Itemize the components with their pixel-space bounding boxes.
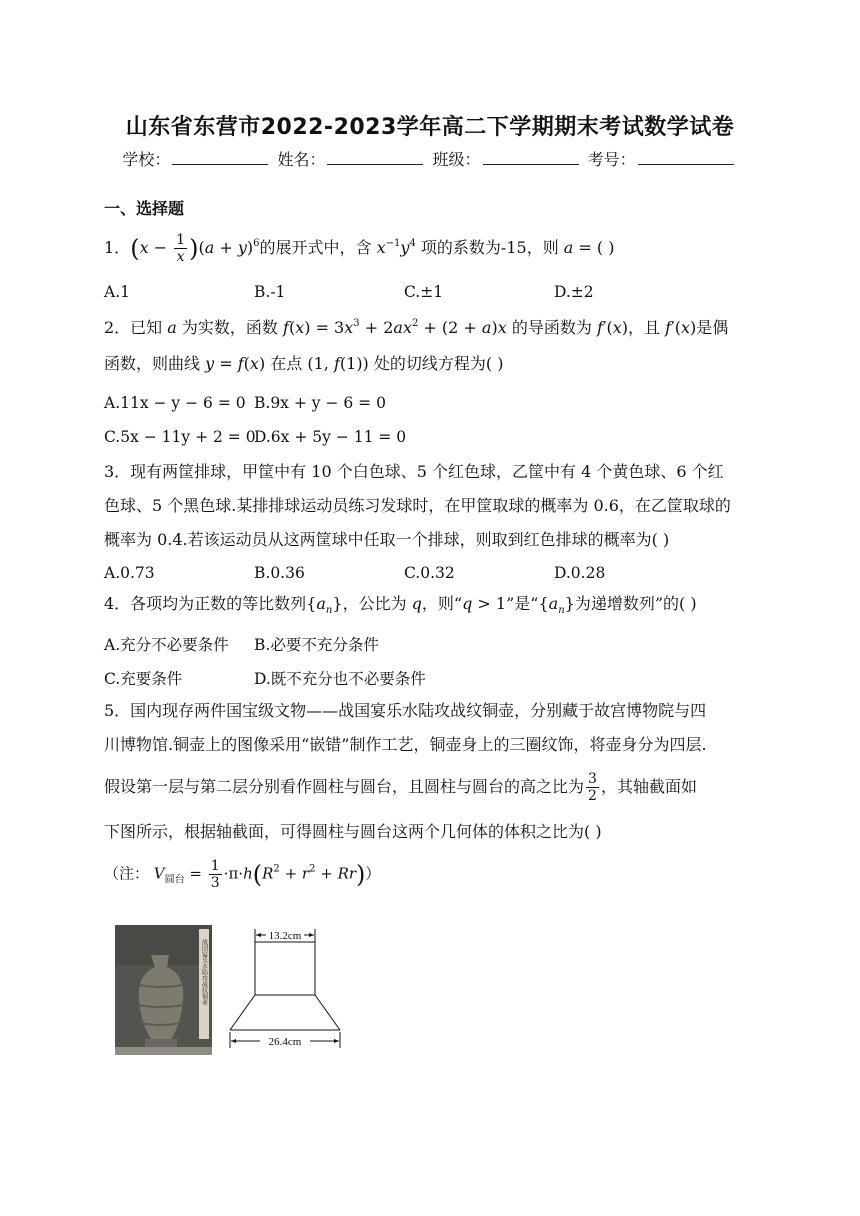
school-blank[interactable] — [172, 150, 268, 165]
q1-option-c[interactable]: C.±1 — [404, 283, 444, 301]
question-2-line-1: 2．已知 a 为实数，函数 $f(x) = 3x^3 + 2ax^2 + (2 + a)x$ 的导函数为 f′(x)，且 f′(x)是偶 — [104, 318, 729, 337]
q4-option-b[interactable]: B.必要不充分条件 — [254, 636, 379, 654]
school-label: 学校： — [122, 150, 171, 169]
q3-option-b[interactable]: B.0.36 — [254, 564, 305, 582]
q3-option-d[interactable]: D.0.28 — [554, 564, 606, 582]
number-blank[interactable] — [638, 150, 734, 165]
section-heading: 一、选择题 — [104, 199, 185, 218]
q2-option-b[interactable]: B.9x + y − 6 = 0 — [254, 394, 386, 412]
page-title: 山东省东营市2022-2023学年高二下学期期末考试数学试卷 — [125, 115, 735, 140]
q4-option-a[interactable]: A.充分不必要条件 — [104, 636, 229, 654]
q1-option-d[interactable]: D.±2 — [554, 283, 594, 301]
axial-section-diagram — [222, 924, 348, 1056]
question-2-line-2: 函数，则曲线 y = f(x) 在点 (1, f(1)) 处的切线方程为( ) — [104, 354, 504, 373]
q3-option-c[interactable]: C.0.32 — [404, 564, 455, 582]
q4-option-c[interactable]: C.充要条件 — [104, 670, 183, 688]
q1-option-a[interactable]: A.1 — [104, 283, 130, 301]
question-5-line-3: 假设第一层与第二层分别看作圆柱与圆台，且圆柱与圆台的高之比为 $\frac{3}{2}$ ，其轴截面如 — [104, 771, 697, 804]
bottom-diameter-label: 26.4cm — [268, 1036, 302, 1048]
class-label: 班级： — [432, 150, 481, 169]
q4-option-d[interactable]: D.既不充分也不必要条件 — [254, 670, 426, 688]
question-5-line-1: 5．国内现存两件国宝级文物——战国宴乐水陆攻战纹铜壶，分别藏于故宫博物院与四 — [104, 701, 707, 720]
question-4-stem: 4．各项均为正数的等比数列$\{a_n\}$，公比为 q，则“q > 1”是“$\{a_n\}$为递增数列”的( ) — [104, 594, 697, 616]
bronze-pot-illustration — [115, 925, 212, 1055]
bronze-pot-photo — [115, 925, 212, 1055]
question-5-note: （注： $V_{圆台}$ = $\frac{1}{3}$ $\cdot\pi\cdot h(R^2 + r^2 + Rr)$） — [104, 858, 381, 891]
question-5-line-4: 下图所示，根据轴截面，可得圆柱与圆台这两个几何体的体积之比为( ) — [104, 822, 602, 841]
question-3-line-2: 色球、5 个黑色球.某排排球运动员练习发球时，在甲筐取球的概率为 0.6，在乙筐取球的 — [104, 496, 731, 515]
question-5-line-2: 川博物馆.铜壶上的图像采用“嵌错”制作工艺，铜壶身上的三圈纹饰，将壶身分为四层. — [104, 735, 707, 754]
question-3-line-1: 3．现有两筐排球，甲筐中有 10 个白色球、5 个红色球，乙筐中有 4 个黄色球、6 个红 — [104, 462, 724, 481]
name-blank[interactable] — [327, 150, 423, 165]
q2-option-d[interactable]: D.6x + 5y − 11 = 0 — [254, 428, 407, 446]
q1-option-b[interactable]: B.-1 — [254, 283, 286, 301]
question-1-stem: 1．(x − $\frac{1}{x}$ )$(a + y)^6$的展开式中，含 $x^{-1}y^4$ 项的系数为-15，则 a = ( ) — [104, 232, 615, 265]
student-info-line — [0, 147, 860, 170]
top-diameter-label: 13.2cm — [268, 930, 302, 942]
q2-option-c[interactable]: C.5x − 11y + 2 = 0 — [104, 428, 256, 446]
class-blank[interactable] — [483, 150, 579, 165]
q2-option-a[interactable]: A.11x − y − 6 = 0 — [104, 394, 246, 412]
question-3-line-3: 概率为 0.4.若该运动员从这两筐球中任取一个排球，则取到红色排球的概率为( ) — [104, 530, 670, 549]
photo-caption: 战国宴乐水陆攻战纹铜壶 — [200, 939, 208, 1005]
name-label: 姓名： — [277, 150, 326, 169]
q3-option-a[interactable]: A.0.73 — [104, 564, 155, 582]
number-label: 考号： — [587, 150, 636, 169]
